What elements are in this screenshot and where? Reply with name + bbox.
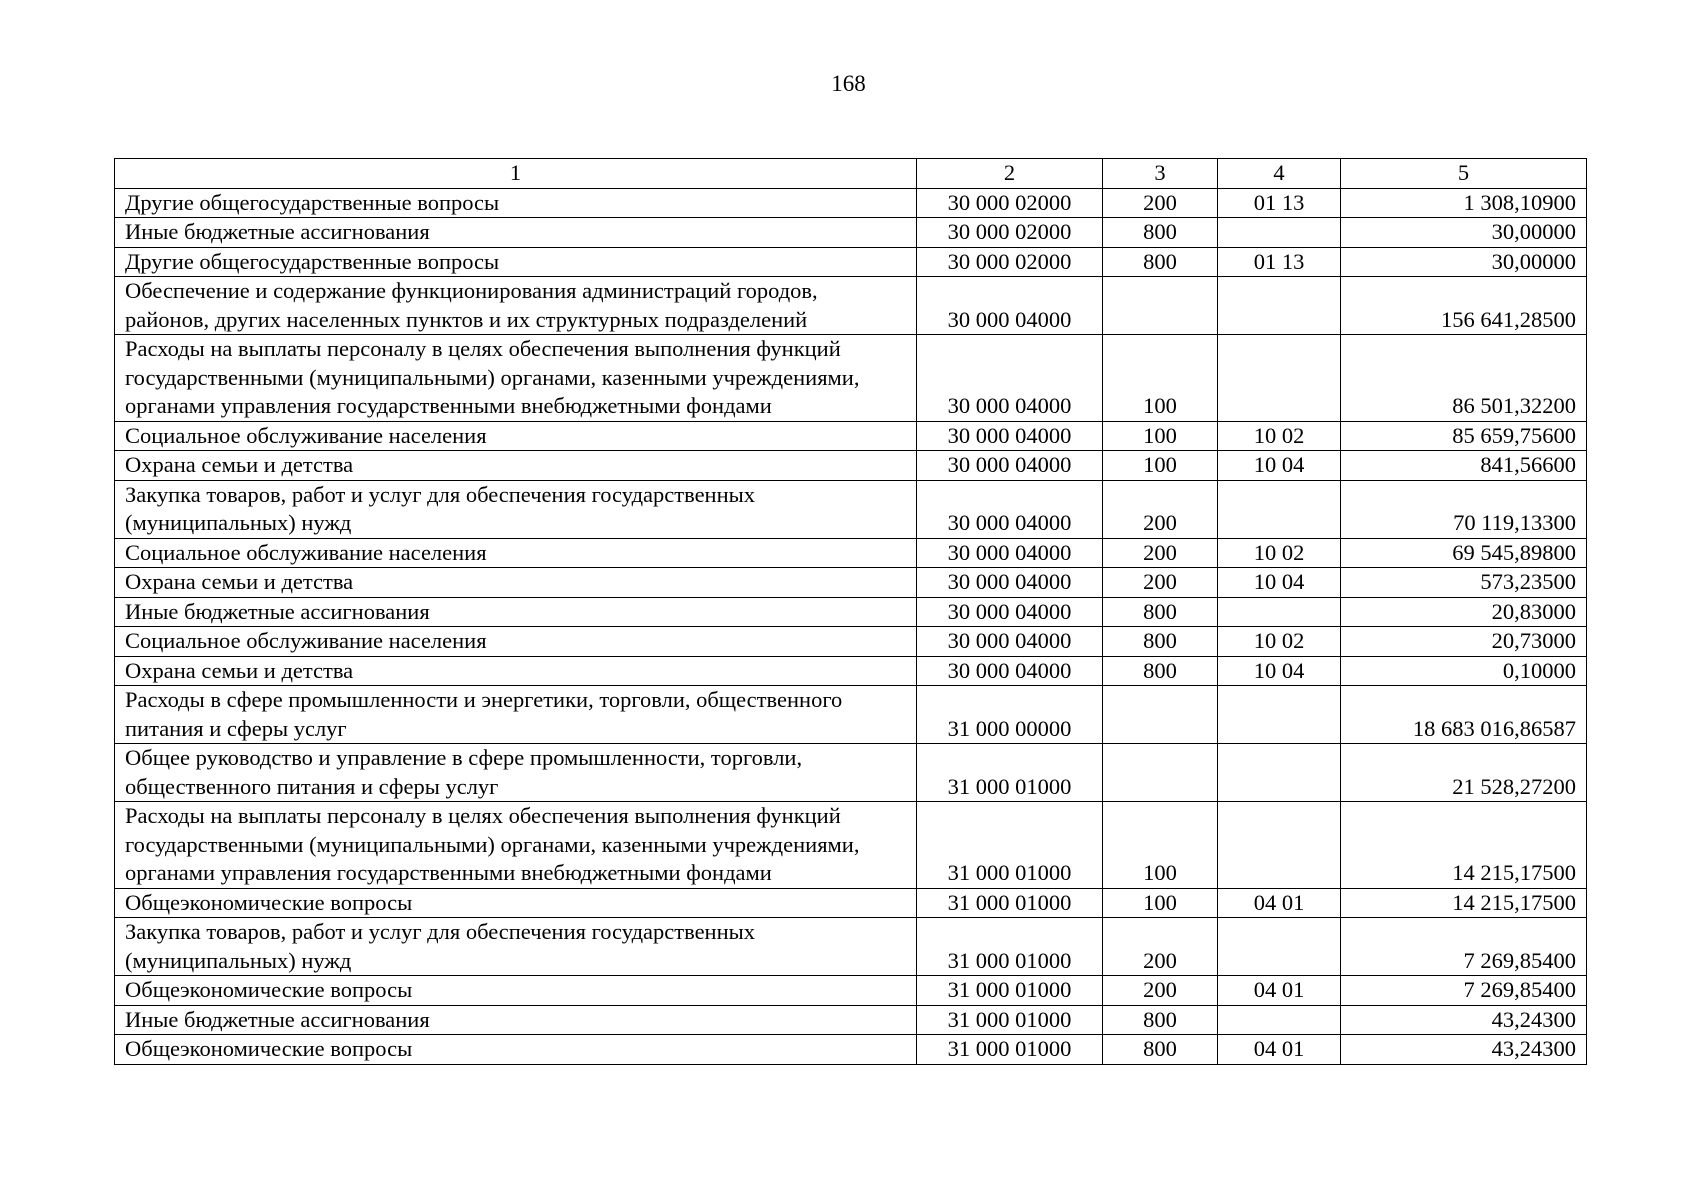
row-code-cell: 31 000 01000 [917,1005,1103,1035]
table-row [115,686,1587,744]
table-row [115,1005,1587,1035]
table-row [115,568,1587,598]
table-row [115,480,1587,538]
row-name-cell: Общее руководство и управление в сфере промышленности, торговли, общественного питания и сферы услуг [115,744,917,802]
row-section-cell: 04 01 [1218,1035,1341,1065]
row-code-cell: 31 000 01000 [917,976,1103,1006]
table-row [115,656,1587,686]
column-header-3: 3 [1103,159,1218,189]
table-row [115,976,1587,1006]
row-type-cell: 200 [1103,188,1218,218]
row-name-cell: Другие общегосударственные вопросы [115,247,917,277]
table-row [115,802,1587,889]
row-amount-cell: 70 119,13300 [1341,480,1587,538]
row-name-cell: Общеэкономические вопросы [115,976,917,1006]
row-section-cell: 04 01 [1218,976,1341,1006]
row-name-cell: Охрана семьи и детства [115,656,917,686]
row-section-cell [1218,918,1341,976]
row-section-cell [1218,744,1341,802]
table-row [115,627,1587,657]
row-type-cell [1103,744,1218,802]
row-amount-cell: 86 501,32200 [1341,335,1587,422]
row-amount-cell: 156 641,28500 [1341,277,1587,335]
table-row [115,247,1587,277]
row-name-cell: Общеэкономические вопросы [115,1035,917,1065]
row-code-cell: 31 000 01000 [917,744,1103,802]
page-number: 168 [831,71,866,96]
row-name-cell: Общеэкономические вопросы [115,888,917,918]
row-code-cell: 30 000 04000 [917,480,1103,538]
row-code-cell: 30 000 04000 [917,656,1103,686]
row-amount-cell: 573,23500 [1341,568,1587,598]
row-section-cell: 10 02 [1218,421,1341,451]
table-row [115,188,1587,218]
row-section-cell [1218,480,1341,538]
row-code-cell: 30 000 04000 [917,335,1103,422]
row-type-cell: 100 [1103,335,1218,422]
row-name-cell: Обеспечение и содержание функционирования администраций городов, районов, других населенных пунктов и их структурных подразделений [115,277,917,335]
row-code-cell: 30 000 04000 [917,451,1103,481]
row-name-cell: Расходы на выплаты персоналу в целях обеспечения выполнения функций государственными (муниципальными) органами, казенными учреждениями, органами управления государственными внебюджетными фондами [115,335,917,422]
row-section-cell [1218,686,1341,744]
table-row [115,538,1587,568]
row-type-cell: 800 [1103,1035,1218,1065]
row-section-cell: 10 02 [1218,627,1341,657]
table-row [115,888,1587,918]
row-code-cell: 30 000 02000 [917,218,1103,248]
row-name-cell: Расходы на выплаты персоналу в целях обеспечения выполнения функций государственными (муниципальными) органами, казенными учреждениями, органами управления государственными внебюджетными фондами [115,802,917,889]
row-type-cell [1103,686,1218,744]
row-type-cell: 100 [1103,888,1218,918]
row-code-cell: 30 000 04000 [917,421,1103,451]
row-section-cell: 10 04 [1218,656,1341,686]
row-type-cell: 800 [1103,627,1218,657]
row-code-cell: 31 000 01000 [917,802,1103,889]
row-section-cell: 10 02 [1218,538,1341,568]
table-row [115,421,1587,451]
table-row [115,451,1587,481]
row-type-cell: 200 [1103,480,1218,538]
row-section-cell [1218,802,1341,889]
row-section-cell: 10 04 [1218,451,1341,481]
row-type-cell: 100 [1103,421,1218,451]
row-code-cell: 30 000 04000 [917,597,1103,627]
row-amount-cell: 69 545,89800 [1341,538,1587,568]
row-section-cell: 01 13 [1218,247,1341,277]
row-amount-cell: 21 528,27200 [1341,744,1587,802]
row-amount-cell: 7 269,85400 [1341,976,1587,1006]
row-type-cell: 800 [1103,656,1218,686]
row-type-cell: 200 [1103,918,1218,976]
row-section-cell [1218,277,1341,335]
row-amount-cell: 14 215,17500 [1341,802,1587,889]
row-code-cell: 30 000 04000 [917,538,1103,568]
table-row [115,597,1587,627]
row-code-cell: 31 000 00000 [917,686,1103,744]
row-code-cell: 31 000 01000 [917,1035,1103,1065]
row-code-cell: 31 000 01000 [917,918,1103,976]
row-amount-cell: 18 683 016,86587 [1341,686,1587,744]
row-type-cell: 800 [1103,218,1218,248]
row-amount-cell: 1 308,10900 [1341,188,1587,218]
row-amount-cell: 20,73000 [1341,627,1587,657]
row-code-cell: 30 000 04000 [917,627,1103,657]
row-type-cell [1103,277,1218,335]
row-name-cell: Социальное обслуживание населения [115,627,917,657]
column-header-1: 1 [115,159,917,189]
table-row [115,918,1587,976]
row-code-cell: 30 000 02000 [917,247,1103,277]
column-header-2: 2 [917,159,1103,189]
row-section-cell [1218,335,1341,422]
row-section-cell: 10 04 [1218,568,1341,598]
table-row [115,1035,1587,1065]
row-name-cell: Иные бюджетные ассигнования [115,218,917,248]
row-name-cell: Охрана семьи и детства [115,451,917,481]
row-name-cell: Социальное обслуживание населения [115,421,917,451]
row-type-cell: 200 [1103,568,1218,598]
row-name-cell: Расходы в сфере промышленности и энергетики, торговли, общественного питания и сферы услуг [115,686,917,744]
row-type-cell: 100 [1103,451,1218,481]
row-name-cell: Закупка товаров, работ и услуг для обеспечения государственных (муниципальных) нужд [115,918,917,976]
table-row [115,744,1587,802]
row-amount-cell: 20,83000 [1341,597,1587,627]
row-name-cell: Иные бюджетные ассигнования [115,597,917,627]
row-section-cell [1218,597,1341,627]
row-amount-cell: 0,10000 [1341,656,1587,686]
row-name-cell: Иные бюджетные ассигнования [115,1005,917,1035]
row-code-cell: 31 000 01000 [917,888,1103,918]
column-header-4: 4 [1218,159,1341,189]
row-code-cell: 30 000 02000 [917,188,1103,218]
table-row [115,335,1587,422]
row-section-cell: 01 13 [1218,188,1341,218]
row-name-cell: Охрана семьи и детства [115,568,917,598]
row-amount-cell: 30,00000 [1341,218,1587,248]
row-amount-cell: 30,00000 [1341,247,1587,277]
row-section-cell [1218,1005,1341,1035]
budget-table [114,158,1587,1065]
row-amount-cell: 841,56600 [1341,451,1587,481]
row-section-cell [1218,218,1341,248]
column-header-5: 5 [1341,159,1587,189]
row-type-cell: 200 [1103,538,1218,568]
budget-table-body [115,159,1587,1065]
row-amount-cell: 7 269,85400 [1341,918,1587,976]
row-code-cell: 30 000 04000 [917,277,1103,335]
row-type-cell: 100 [1103,802,1218,889]
row-type-cell: 800 [1103,597,1218,627]
row-amount-cell: 14 215,17500 [1341,888,1587,918]
row-type-cell: 800 [1103,1005,1218,1035]
row-name-cell: Другие общегосударственные вопросы [115,188,917,218]
row-amount-cell: 85 659,75600 [1341,421,1587,451]
row-type-cell: 800 [1103,247,1218,277]
row-type-cell: 200 [1103,976,1218,1006]
row-name-cell: Социальное обслуживание населения [115,538,917,568]
row-amount-cell: 43,24300 [1341,1035,1587,1065]
table-header-row [115,159,1587,189]
row-section-cell: 04 01 [1218,888,1341,918]
row-amount-cell: 43,24300 [1341,1005,1587,1035]
table-row [115,277,1587,335]
table-row [115,218,1587,248]
row-name-cell: Закупка товаров, работ и услуг для обеспечения государственных (муниципальных) нужд [115,480,917,538]
row-code-cell: 30 000 04000 [917,568,1103,598]
